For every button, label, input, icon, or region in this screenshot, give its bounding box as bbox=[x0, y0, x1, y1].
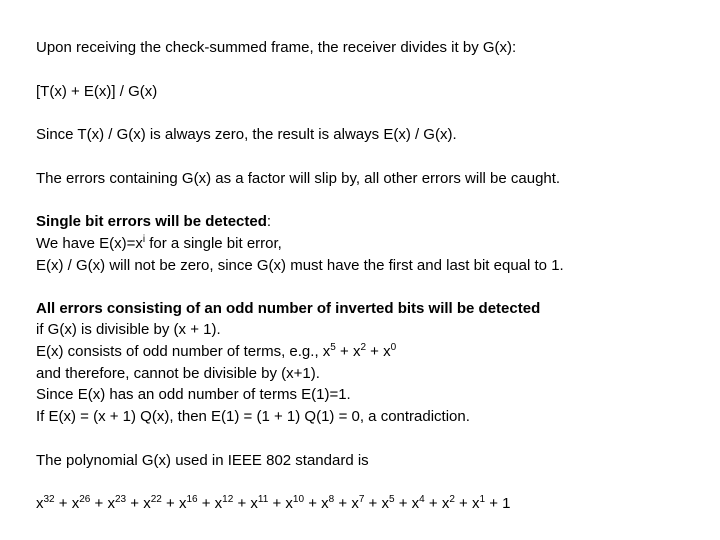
odd-bits-heading-line bbox=[36, 299, 540, 318]
polynomial-term-base: x bbox=[321, 495, 329, 512]
single-bit-exponent: i bbox=[142, 234, 146, 245]
polynomial-plus: + bbox=[197, 495, 215, 512]
polynomial-term-exponent: 4 bbox=[419, 494, 425, 505]
polynomial-term-exponent: 32 bbox=[43, 494, 55, 505]
polynomial-term-exponent: 23 bbox=[114, 494, 127, 505]
polynomial-plus: + bbox=[233, 495, 251, 512]
polynomial-term-exponent: 5 bbox=[388, 494, 395, 505]
polynomial-term-exponent: 1 bbox=[479, 494, 486, 505]
polynomial-plus: + bbox=[54, 495, 72, 512]
polynomial-constant: 1 bbox=[502, 495, 511, 512]
polynomial-plus: + bbox=[334, 495, 352, 512]
polynomial-plus: + bbox=[424, 495, 442, 512]
polynomial-term-exponent: 11 bbox=[257, 494, 269, 505]
odd-bits-line-2-prefix: E(x) consists of odd number of terms, e.g., x bbox=[36, 343, 331, 360]
intro-text: Upon receiving the check-summed frame, the receiver divides it by G(x): bbox=[36, 39, 517, 56]
odd-bits-line-1: if G(x) is divisible by (x + 1). bbox=[36, 321, 221, 338]
since-zero-text: Since T(x) / G(x) is always zero, the result is always E(x) / G(x). bbox=[36, 126, 457, 143]
polynomial-plus: + bbox=[394, 495, 412, 512]
odd-bits-line-2 bbox=[36, 342, 396, 361]
polynomial-plus: + bbox=[364, 495, 382, 512]
polynomial-term-base: x bbox=[71, 495, 80, 512]
polynomial-term-exponent: 7 bbox=[358, 494, 365, 505]
single-bit-line-1 bbox=[36, 234, 282, 253]
polynomial-term-base: x bbox=[178, 495, 187, 512]
polynomial-plus: + bbox=[485, 495, 503, 512]
odd-bits-line-3: and therefore, cannot be divisible by (x+1). bbox=[36, 365, 320, 382]
polynomial-term-base: x bbox=[472, 495, 480, 512]
polynomial-term-base: x bbox=[250, 495, 258, 512]
odd-bits-exponent-2: 2 bbox=[360, 342, 367, 353]
slip-by-text: The errors containing G(x) as a factor will slip by, all other errors will be caught. bbox=[36, 170, 561, 187]
formula-text: [T(x) + E(x)] / G(x) bbox=[36, 83, 158, 100]
single-bit-line-2: E(x) / G(x) will not be zero, since G(x) must have the first and last bit equal to 1. bbox=[36, 257, 564, 274]
polynomial-term-base: x bbox=[285, 495, 293, 512]
polynomial-term-base: x bbox=[36, 495, 44, 512]
polynomial-term-base: x bbox=[107, 495, 115, 512]
polynomial-term-base: x bbox=[143, 495, 151, 512]
polynomial-plus: + bbox=[304, 495, 322, 512]
polynomial-term-exponent: 26 bbox=[79, 494, 91, 505]
polynomial-term-exponent: 10 bbox=[292, 494, 305, 505]
odd-bits-plus-2: + x bbox=[366, 343, 391, 360]
odd-bits-heading: All errors consisting of an odd number of inverted bits will be detected bbox=[36, 300, 541, 317]
odd-bits-plus-1: + x bbox=[335, 343, 361, 360]
odd-bits-line-4: Since E(x) has an odd number of terms E(1)=1. bbox=[36, 386, 351, 403]
odd-bits-line-5: If E(x) = (x + 1) Q(x), then E(1) = (1 + 1) Q(1) = 0, a contradiction. bbox=[36, 408, 470, 425]
polynomial-term-base: x bbox=[441, 495, 450, 512]
polynomial-term-exponent: 16 bbox=[186, 494, 198, 505]
single-bit-heading: Single bit errors will be detected bbox=[36, 213, 267, 230]
polynomial-plus: + bbox=[126, 495, 144, 512]
polynomial-term-exponent: 22 bbox=[150, 494, 162, 505]
polynomial-term-base: x bbox=[214, 495, 223, 512]
polynomial-plus: + bbox=[161, 495, 179, 512]
polynomial-term-base: x bbox=[411, 495, 420, 512]
polynomial-term-exponent: 2 bbox=[449, 494, 455, 505]
polynomial-plus: + bbox=[90, 495, 108, 512]
odd-bits-exponent-3: 0 bbox=[390, 342, 397, 353]
polynomial-term-exponent: 12 bbox=[222, 494, 234, 505]
polynomial-term-base: x bbox=[351, 495, 359, 512]
ieee-intro-text: The polynomial G(x) used in IEEE 802 standard is bbox=[36, 452, 369, 469]
polynomial-plus: + bbox=[268, 495, 286, 512]
polynomial-term-base: x bbox=[381, 495, 389, 512]
single-bit-line-1-prefix: We have E(x)=x bbox=[36, 235, 143, 252]
odd-bits-exponent-1: 5 bbox=[330, 342, 336, 353]
single-bit-heading-colon: : bbox=[266, 213, 272, 230]
polynomial-plus: + bbox=[454, 495, 472, 512]
polynomial-term-exponent: 8 bbox=[328, 494, 335, 505]
ieee-polynomial bbox=[36, 494, 511, 513]
single-bit-heading-line bbox=[36, 212, 271, 231]
single-bit-line-1-suffix: for a single bit error, bbox=[145, 235, 282, 252]
